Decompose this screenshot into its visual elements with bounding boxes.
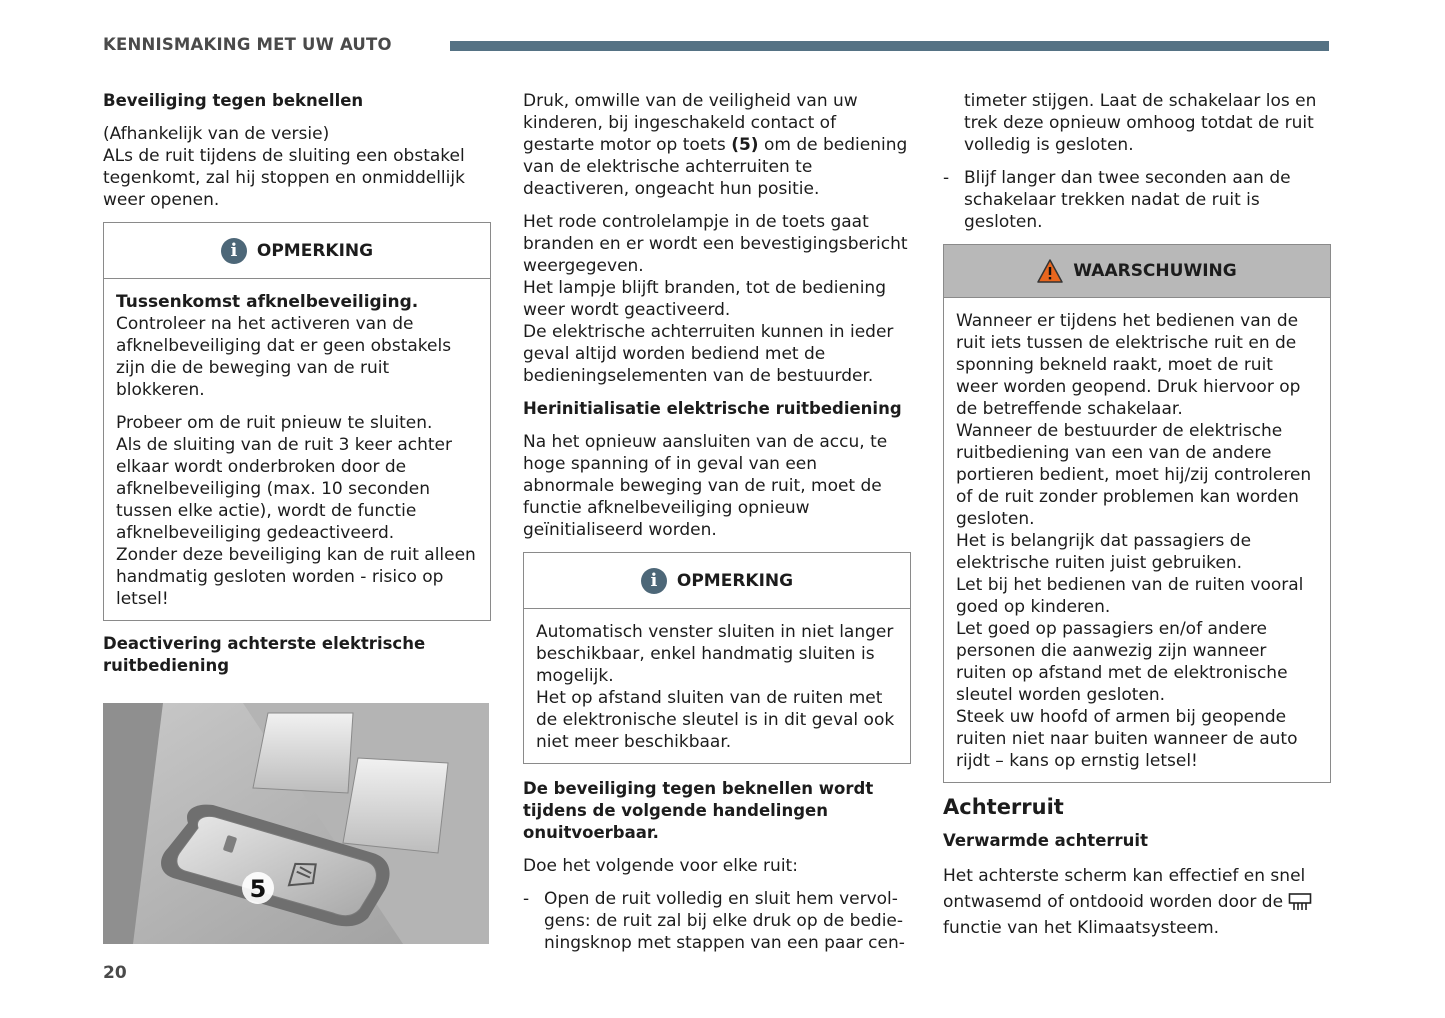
note-box-2-body (524, 609, 910, 763)
note-box-1-body (104, 279, 490, 620)
warning-p1: Wanneer er tijdens het bedienen van de ruit iets tussen de elektrische ruit en de sponning bekneld raakt, moet de ruit weer worden geopend. Druk hiervoor op de betreffende schakelaar. (956, 311, 1301, 419)
heading-deactivate-rear: Deactivering achterste elektrische ruitbediening (103, 634, 426, 675)
heading-heated-rear: Verwarmde achterruit (943, 831, 1148, 850)
note-box-2-header (524, 553, 910, 609)
bullet-1-text: Open de ruit volledig en sluit hem vervol- gens: de ruit zal bij elke druk op de bedie- ningsknop met stappen van een paar cen- (544, 889, 905, 953)
column-2 (523, 90, 911, 965)
heading-rear-window: Achterruit (943, 795, 1064, 819)
column-3 (943, 90, 1331, 952)
warning-title: WAARSCHUWING (1073, 261, 1237, 281)
heading-pinch-protection: Beveiliging tegen beknellen (103, 91, 364, 110)
warning-p5: Let goed op passagiers en/of andere personen die aanwezig zijn wanneer ruiten op afstand met de elektronische sleutel worden gesloten. (956, 619, 1288, 705)
info-icon: i (641, 568, 667, 594)
lamp-paragraph-3: De elektrische achterruiten kunnen in ieder geval altijd worden bediend met de bedieningselementen van de bestuurder. (523, 322, 894, 386)
reinit-paragraph: Na het opnieuw aansluiten van de accu, te hoge spanning of in geval van een abnormale beweging van de ruit, moet de functie afknelbeveiliging opnieuw geïnitialiseerd worden. (523, 432, 888, 540)
press-paragraph: Druk, omwille van de veiligheid van uw kinderen, bij ingeschakeld contact of gestarte motor op toets (5) om de bediening van de elektrische achterruiten te deactiveren, ongeacht hun positie. (523, 91, 908, 199)
note-box-1 (103, 222, 491, 621)
bullet-1: - Open de ruit volledig en sluit hem vervol- gens: de ruit zal bij elke druk op de bedie- ningsknop met stappen van een paar cen- (523, 889, 905, 953)
bullet-1-continued (943, 90, 1331, 156)
photo-label-5: 5 (249, 875, 267, 903)
warning-box-body (944, 298, 1330, 782)
note-box-1-p1: Tussenkomst afknelbeveiliging. Controleer na het activeren van de afknelbeveiliging dat er geen obstakels zijn die de beweging van de ruit blokkeren. (116, 292, 452, 400)
rear-defrost-icon (1288, 892, 1312, 912)
header-bar (450, 41, 1329, 51)
warning-p2: Wanneer de bestuurder de elektrische ruitbediening van een van de andere portieren bedient, moet hij/zij controleren of de ruit zonder problemen kan worden gesloten. (956, 421, 1312, 529)
page-number: 20 (103, 963, 127, 983)
bullet-1-continued-text: timeter stijgen. Laat de schakelaar los en trek deze opnieuw omhoog totdat de ruit volledig is gesloten. (964, 91, 1317, 155)
note-box-1-p4: Zonder deze beveiliging kan de ruit alleen handmatig gesloten worden - risico op letsel! (116, 545, 476, 609)
do-paragraph: Doe het volgende voor elke ruit: (523, 856, 798, 876)
warning-p3: Het is belangrijk dat passagiers de elektrische ruiten juist gebruiken. (956, 531, 1252, 573)
bullet-2: - Blijf langer dan twee seconden aan de schakelaar trekken nadat de ruit is gesloten. (943, 167, 1331, 233)
info-icon: i (221, 238, 247, 264)
warning-box (943, 244, 1331, 783)
warning-p6: Steek uw hoofd of armen bij geopende ruiten niet naar buiten wanneer de auto rijdt – kans op ernstig letsel! (956, 707, 1298, 771)
heated-paragraph: Het achterste scherm kan effectief en snel ontwasemd of ontdooid worden door de functie van het Klimaatsysteem. (943, 863, 1331, 941)
warning-p4: Let bij het bedienen van de ruiten vooral goed op kinderen. (956, 575, 1304, 617)
lamp-paragraph-2: Het lampje blijft branden, tot de bediening weer wordt geactiveerd. (523, 278, 886, 320)
section-header: KENNISMAKING MET UW AUTO (103, 35, 392, 54)
note-box-1-title: OPMERKING (256, 240, 374, 261)
column-1 (103, 90, 491, 950)
heading-unavailable: De beveiliging tegen beknellen wordt tijdens de volgende handelingen onuitvoerbaar. (523, 779, 874, 842)
note-box-2 (523, 552, 911, 764)
version-note: (Afhankelijk van de versie) (103, 124, 330, 144)
note-box-2-p1: Automatisch venster sluiten in niet langer beschikbaar, enkel handmatig sluiten is mogelijk. (536, 622, 894, 686)
warning-icon (1037, 259, 1063, 283)
bullet-2-text: Blijf langer dan twee seconden aan de schakelaar trekken nadat de ruit is gesloten. (964, 168, 1291, 232)
warning-box-header (944, 245, 1330, 298)
note-box-2-p2: Het op afstand sluiten van de ruiten met de elektronische sleutel is in dit geval ook niet meer beschikbaar. (536, 688, 895, 752)
obstacle-paragraph: ALs de ruit tijdens de sluiting een obstakel tegenkomt, zal hij stoppen en onmiddellijk weer openen. (103, 146, 465, 210)
window-switch-photo (103, 703, 489, 944)
note-box-2-title: OPMERKING (676, 570, 794, 591)
note-box-1-p2: Probeer om de ruit pnieuw te sluiten. (116, 413, 433, 433)
heading-reinit: Herinitialisatie elektrische ruitbediening (523, 399, 902, 418)
note-box-1-header (104, 223, 490, 279)
lamp-paragraph-1: Het rode controlelampje in de toets gaat branden en er wordt een bevestigingsbericht weergegeven. (523, 212, 908, 276)
note-box-1-p3: Als de sluiting van de ruit 3 keer achter elkaar wordt onderbroken door de afknelbeveiliging (max. 10 seconden tussen elke actie), wordt de functie afknelbeveiliging gedeactiveerd. (116, 435, 452, 543)
